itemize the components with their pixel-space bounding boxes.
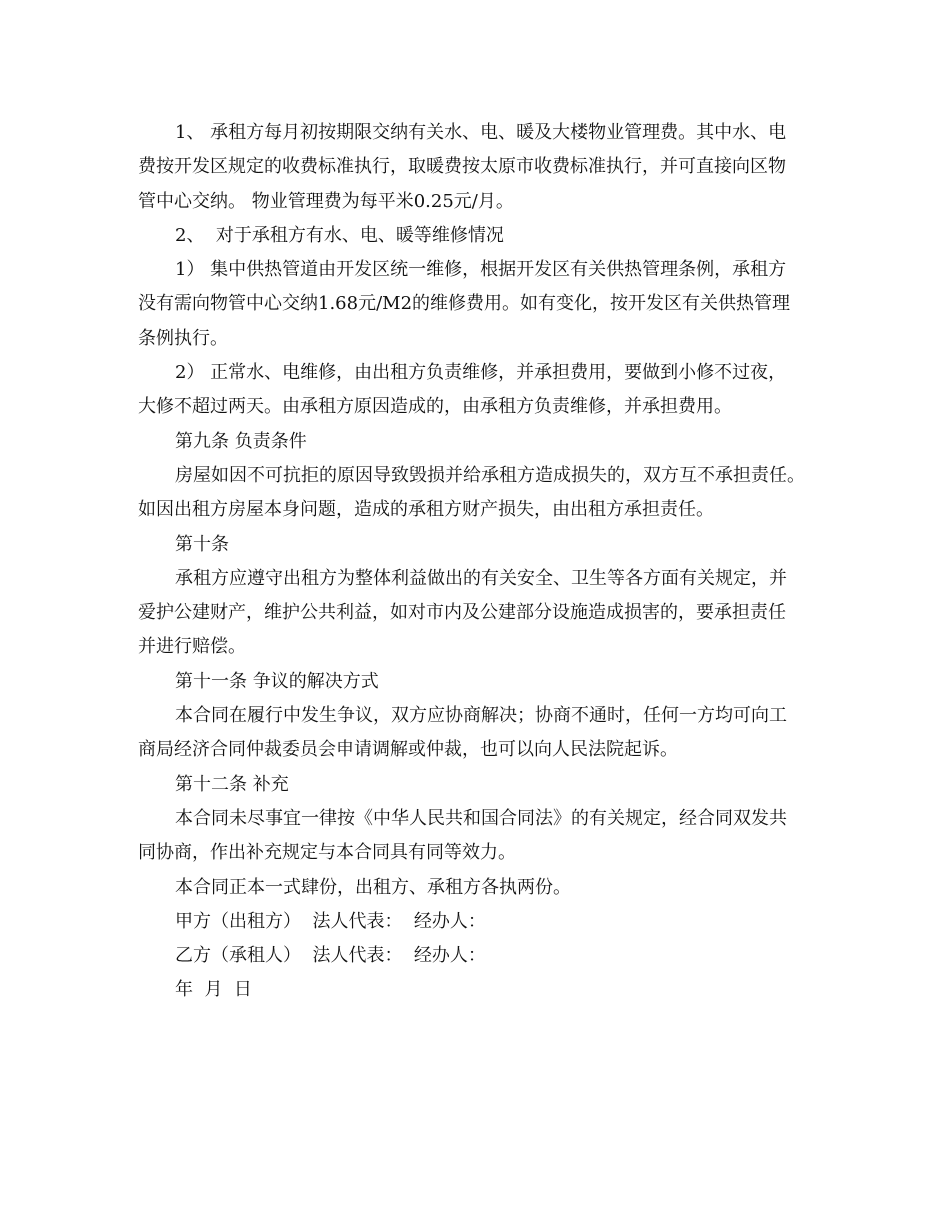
text-line: 费按开发区规定的收费标准执行，取暖费按太原市收费标准执行，并可直接向区物 [138, 156, 786, 178]
text-line: 1、 承租方每月初按期限交纳有关水、电、暖及大楼物业管理费。其中水、电 [175, 122, 787, 143]
article-12-paragraph [138, 802, 818, 871]
party-b-signature-line: 乙方（承租人） 法人代表： 经办人： [175, 945, 486, 967]
party-a-signature-line: 甲方（出租方） 法人代表： 经办人： [175, 910, 486, 932]
text-line: 本合同在履行中发生争议，双方应协商解决；协商不通时，任何一方均可向工 [175, 705, 787, 727]
clause-repair-paragraph [138, 356, 818, 425]
text-line: 1） 集中供热管道由开发区统一维修，根据开发区有关供热管理条例，承租方 [175, 259, 787, 281]
text-line: 房屋如因不可抗拒的原因导致毁损并给承租方造成损失的，双方互不承担责任。 [175, 464, 805, 486]
text-line: 承租方应遵守出租方为整体利益做出的有关安全、卫生等各方面有关规定，并 [175, 567, 787, 589]
text-line: 没有需向物管中心交纳1.68元/M2的维修费用。如有变化，按开发区有关供热管理 [138, 293, 791, 315]
text-line: 如因出租方房屋本身问题，造成的承租方财产损失，由出租方承担责任。 [138, 499, 714, 521]
text-line: 并进行赔偿。 [138, 636, 246, 658]
article-11-paragraph [138, 699, 818, 768]
text-line: 条例执行。 [138, 327, 228, 349]
document-body [138, 116, 818, 1008]
article-10-heading: 第十条 [175, 533, 229, 555]
article-12-heading: 第十二条 补充 [175, 773, 289, 795]
clause-fees-paragraph [138, 116, 818, 219]
clause-maintenance-item: 2、 对于承租方有水、电、暖等维修情况 [175, 224, 504, 246]
copies-statement: 本合同正本一式肆份，出租方、承租方各执两份。 [175, 876, 571, 898]
article-10-paragraph [138, 562, 818, 665]
text-line: 同协商，作出补充规定与本合同具有同等效力。 [138, 842, 516, 864]
article-9-paragraph [138, 459, 818, 528]
date-line: 年 月 日 [175, 979, 252, 1001]
text-line: 管中心交纳。 物业管理费为每平米0.25元/月。 [138, 190, 514, 212]
article-9-heading: 第九条 负责条件 [175, 430, 307, 452]
clause-heating-paragraph [138, 253, 818, 356]
text-line: 本合同未尽事宜一律按《中华人民共和国合同法》的有关规定，经合同双发共 [175, 807, 787, 829]
text-line: 大修不超过两天。由承租方原因造成的，由承租方负责维修，并承担费用。 [138, 396, 732, 418]
article-11-heading: 第十一条 争议的解决方式 [175, 670, 379, 692]
text-line: 爱护公建财产，维护公共利益，如对市内及公建部分设施造成损害的，要承担责任 [138, 602, 786, 624]
text-line: 2） 正常水、电维修，由出租方负责维修，并承担费用，要做到小修不过夜， [175, 362, 787, 384]
text-line: 商局经济合同仲裁委员会申请调解或仲裁，也可以向人民法院起诉。 [138, 739, 678, 761]
